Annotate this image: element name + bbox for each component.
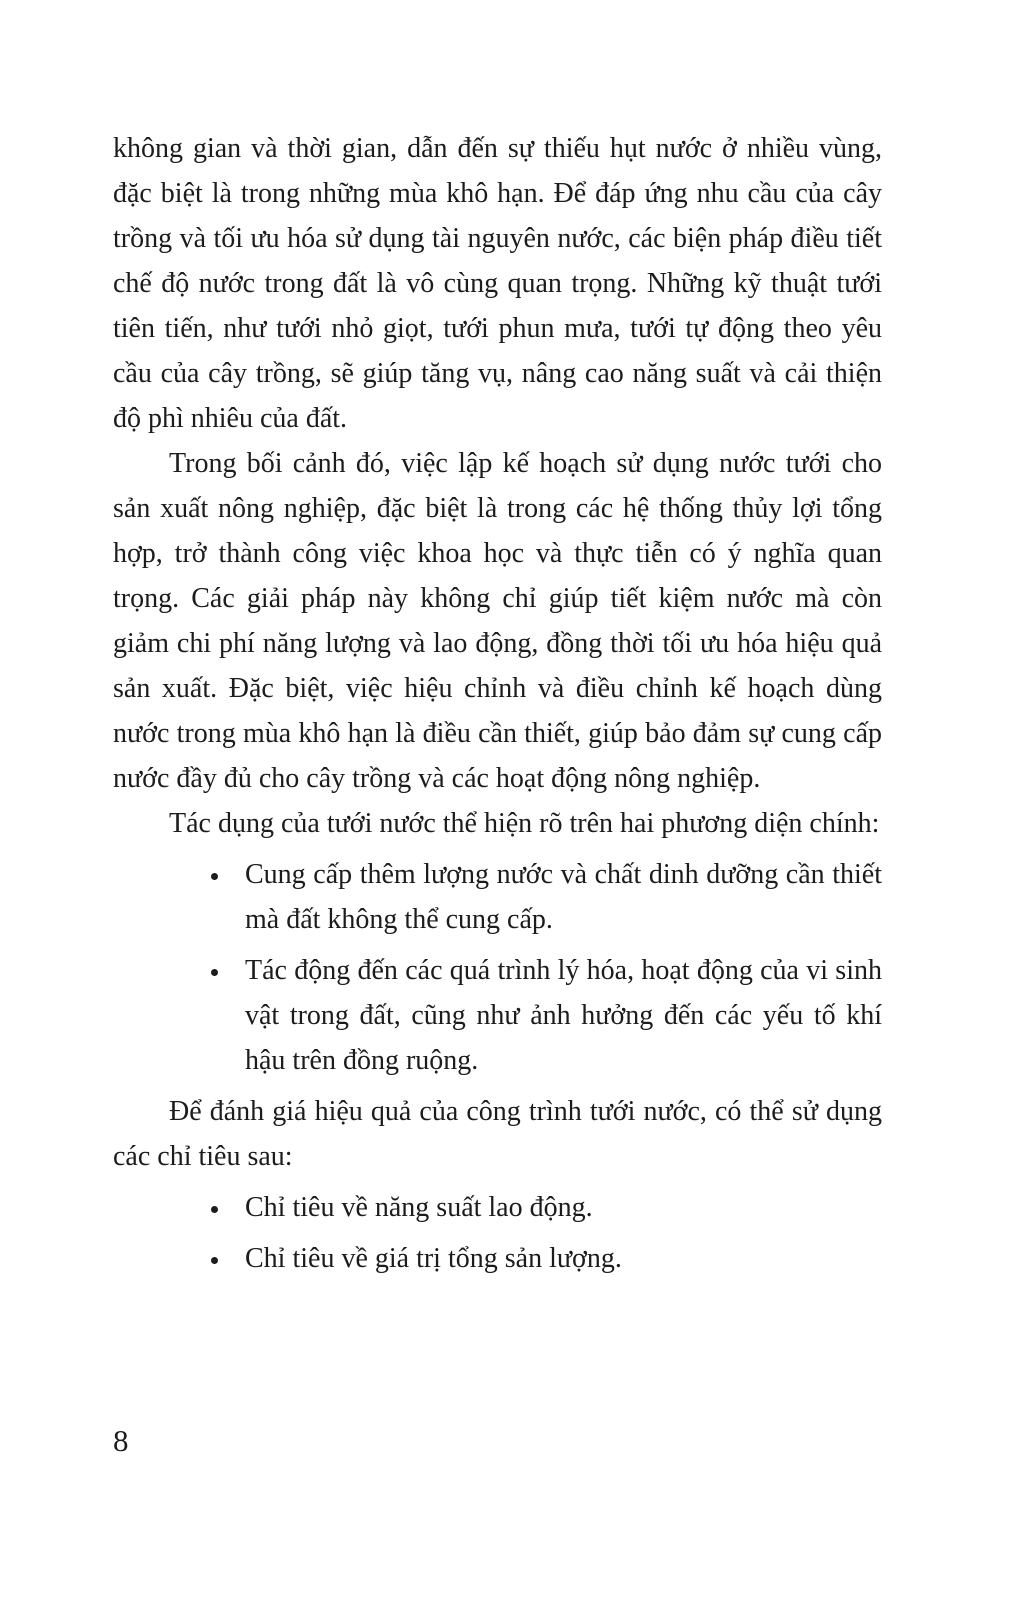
paragraph-continuation: không gian và thời gian, dẫn đến sự thiếu hụt nước ở nhiều vùng, đặc biệt là trong những mùa khô hạn. Để đáp ứng nhu cầu của cây trồng và tối ưu hóa sử dụng tài nguyên nước, các biện pháp điều tiết chế độ nước trong đất là vô cùng quan trọng. Những kỹ thuật tưới tiên tiến, như tưới nhỏ giọt, tưới phun mưa, tưới tự động theo yêu cầu của cây trồng, sẽ giúp tăng vụ, nâng cao năng suất và cải thiện độ phì nhiêu của đất. xyxy=(113,133,882,434)
bullet-item: • Tác động đến các quá trình lý hóa, hoạt động của vi sinh vật trong đất, cũng như ảnh hưởng đến các yếu tố khí hậu trên đồng ruộng. xyxy=(231,948,882,1083)
bullet-item: • Cung cấp thêm lượng nước và chất dinh dưỡng cần thiết mà đất không thể cung cấp. xyxy=(231,852,882,942)
body-text xyxy=(113,126,882,1281)
paragraph: Để đánh giá hiệu quả của công trình tưới nước, có thể sử dụng các chỉ tiêu sau: xyxy=(113,1096,882,1172)
page-number: 8 xyxy=(113,1423,129,1458)
bullet-list xyxy=(113,1185,882,1281)
bullet-list xyxy=(113,852,882,1083)
bullet-item: • Chỉ tiêu về giá trị tổng sản lượng. xyxy=(231,1236,882,1281)
paragraph: Trong bối cảnh đó, việc lập kế hoạch sử dụng nước tưới cho sản xuất nông nghiệp, đặc biệt là trong các hệ thống thủy lợi tổng hợp, trở thành công việc khoa học và thực tiễn có ý nghĩa quan trọng. Các giải pháp này không chỉ giúp tiết kiệm nước mà còn giảm chi phí năng lượng và lao động, đồng thời tối ưu hóa hiệu quả sản xuất. Đặc biệt, việc hiệu chỉnh và điều chỉnh kế hoạch dùng nước trong mùa khô hạn là điều cần thiết, giúp bảo đảm sự cung cấp nước đầy đủ cho cây trồng và các hoạt động nông nghiệp. xyxy=(113,448,882,794)
bullet-item: • Chỉ tiêu về năng suất lao động. xyxy=(231,1185,882,1230)
paragraph: Tác dụng của tưới nước thể hiện rõ trên hai phương diện chính: xyxy=(169,808,880,839)
